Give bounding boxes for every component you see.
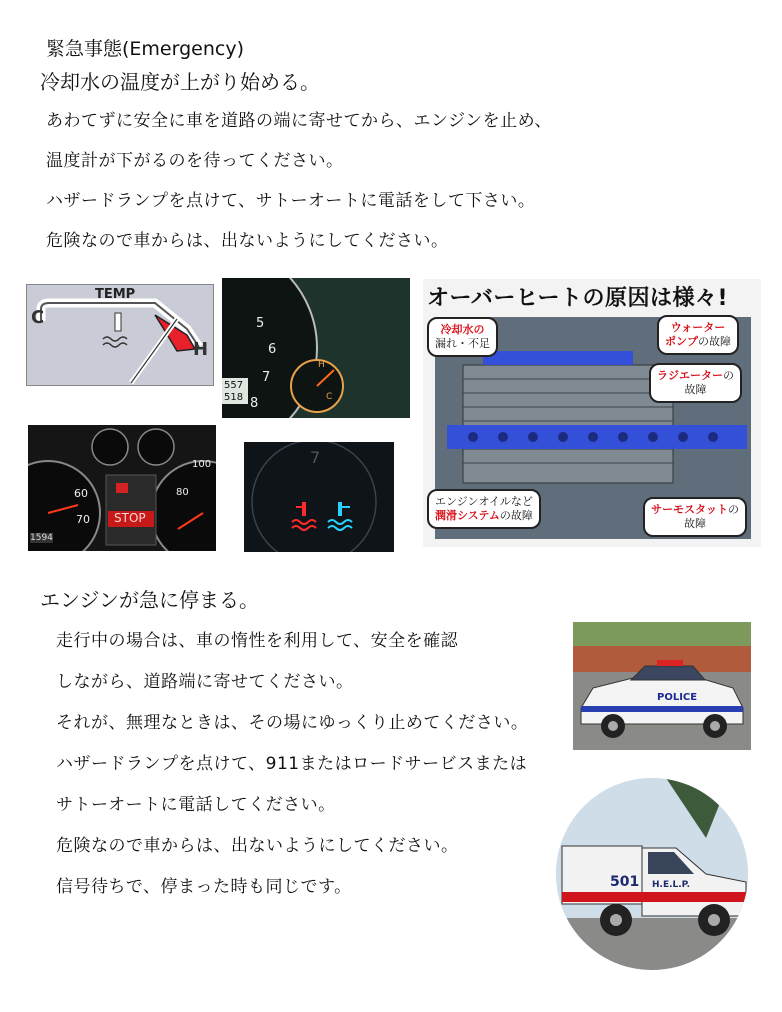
tow-truck-drawing [556,778,748,970]
cluster2-tick-80: 80 [176,487,189,498]
cause-lube-rest: の故障 [499,509,533,522]
cause-thermo-rest2: 故障 [684,517,706,530]
cluster1-tick-7: 7 [262,370,271,385]
section1-title: 冷却水の温度が上がり始める。 [40,70,320,94]
police-label: POLICE [657,692,698,703]
temperature-gauge-image [26,284,214,386]
cause-bubble-coolant [427,317,498,357]
cluster2-tick-100: 100 [192,459,212,470]
cause-pump-red: ウォーター [670,321,726,334]
cause-coolant-red: 冷却水の [440,323,485,336]
section2-line-7: 信号待ちで、停まった時も同じです。 [56,877,352,897]
cause-coolant-rest: 漏れ・不足 [435,337,490,350]
section2-title: エンジンが急に停まる。 [40,588,259,612]
cause-bubble-thermostat [643,497,747,537]
instrument-cluster-photo-2 [28,425,216,551]
cause-bubble-water-pump [657,315,739,355]
section2-line-6: 危険なので車からは、出ないようにしてください。 [56,836,459,856]
section1-line-4: 危険なので車からは、出ないようにしてください。 [46,231,449,251]
police-car-drawing [573,622,751,750]
section1-line-3: ハザードランプを点けて、サトーオートに電話をして下さい。 [46,191,536,211]
cause-pump-red2: ポンプ [665,335,698,348]
temp-high-label: H [193,339,209,360]
cluster1-odo-1: 557 [224,380,244,391]
temp-label: TEMP [95,287,136,302]
cause-pump-rest: の故障 [698,335,731,348]
cluster1-tick-6: 6 [268,342,277,357]
causes-title: オーバーヒートの原因は様々! [427,286,729,311]
cause-radiator-rest2: 故障 [684,383,707,396]
police-car-photo [573,622,751,750]
section1-line-2: 温度計が下がるのを待ってください。 [46,151,344,171]
section1-line-1: あわてずに安全に車を道路の端に寄せてから、エンジンを止め、 [46,111,552,131]
cause-radiator-red: ラジエーター [657,369,723,382]
cluster1-gauge-h: H [318,360,325,370]
cluster2-stop: STOP [114,511,146,525]
section2-line-3: それが、無理なときは、その場にゆっくり止めてください。 [56,713,529,733]
cause-lube-red: 潤滑システム [435,509,500,522]
cluster1-odo-2: 518 [224,392,244,403]
cause-thermo-rest: の [728,503,739,516]
section2-line-5: サトーオートに電話してください。 [56,795,336,815]
cluster2-tick-60: 60 [74,487,88,500]
tow-number: 501 [610,874,640,890]
cluster1-gauge-c: C [326,392,333,402]
cluster1-tick-8: 8 [250,396,259,411]
overheat-causes-infographic [423,279,761,547]
section2-line-2: しながら、道路端に寄せてください。 [56,672,354,692]
section2-line-1: 走行中の場合は、車の惰性を利用して、安全を確認 [56,631,459,651]
warning-lights-tick: 7 [310,448,321,467]
cause-bubble-radiator [649,363,742,403]
warning-lights-photo [244,442,394,552]
page-heading: 緊急事態(Emergency) [46,38,244,60]
cause-bubble-lubrication [427,489,541,529]
tow-help-label: H.E.L.P. [652,880,691,890]
instrument-cluster-photo-1 [222,278,410,418]
cause-thermo-red: サーモスタット [651,503,728,516]
cluster2-tick-70: 70 [76,513,90,526]
section2-line-4: ハザードランプを点けて、911またはロードサービスまたは [56,754,528,774]
cause-lube-line1: エンジンオイルなど [435,495,533,508]
tow-truck-photo [556,778,748,970]
cluster1-tick-5: 5 [256,316,265,331]
cause-radiator-rest: の [723,369,734,382]
temp-low-label: C [31,307,45,328]
cluster2-odo: 1594 [30,533,53,543]
